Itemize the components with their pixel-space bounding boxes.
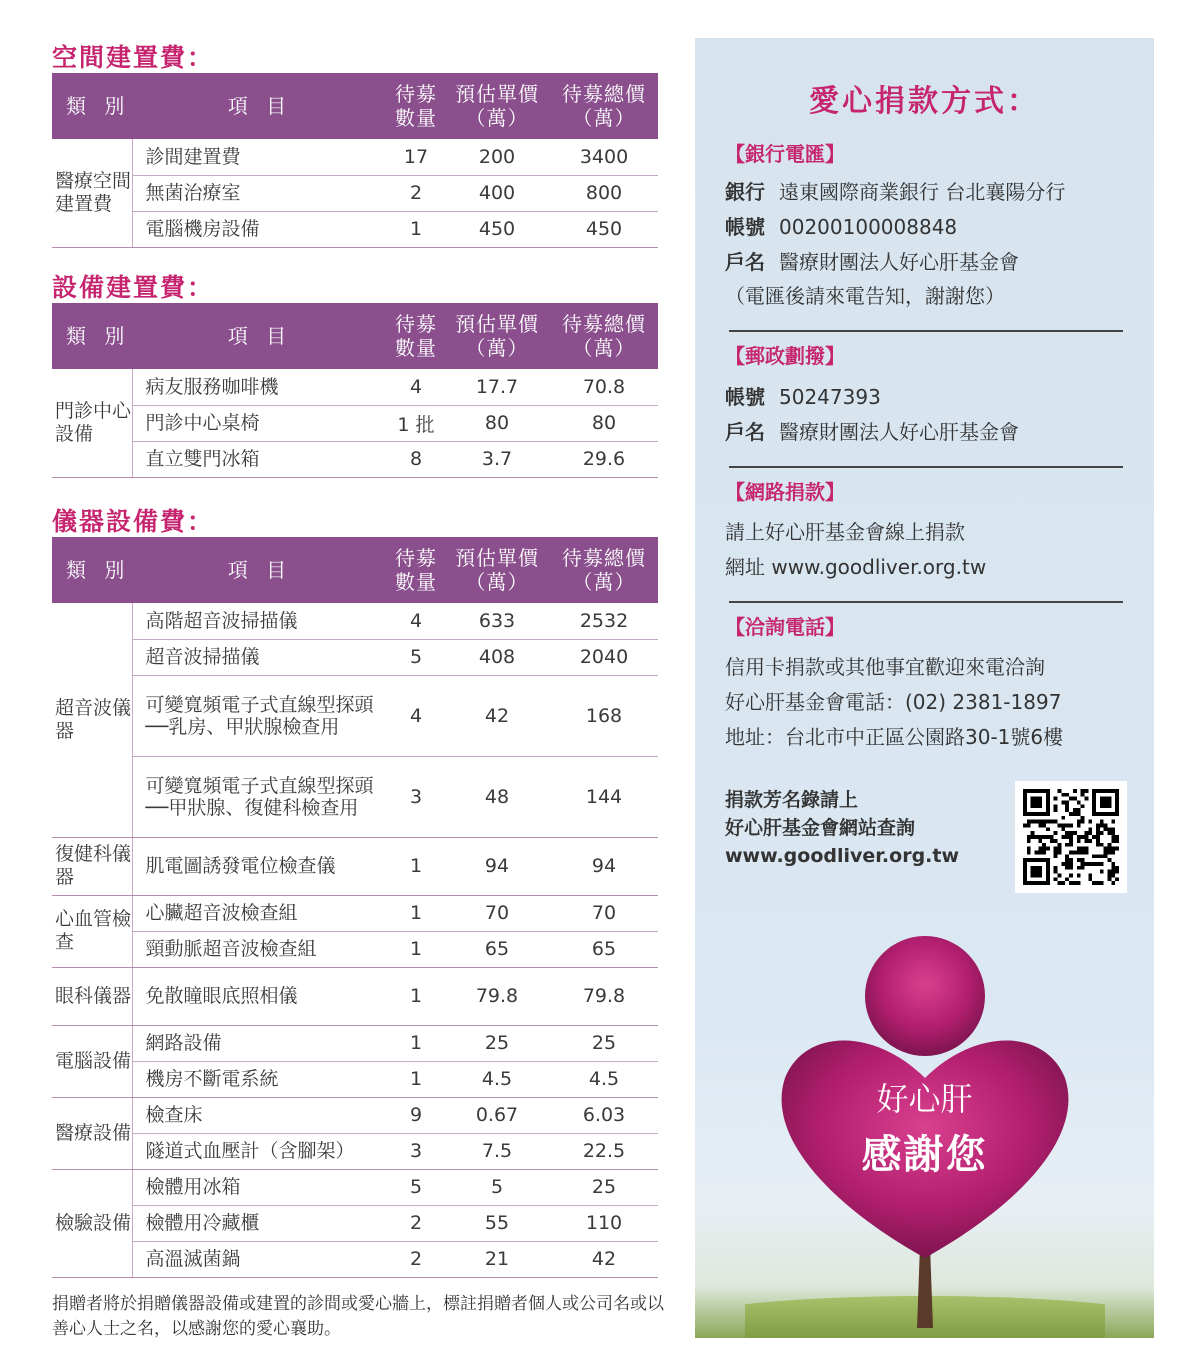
table-row	[52, 639, 658, 675]
item-cell: 檢查床	[132, 1097, 388, 1133]
total-price-cell: 2040	[550, 639, 658, 675]
table-row	[52, 1061, 658, 1097]
quantity-cell: 1	[388, 967, 444, 1025]
quantity-cell: 1	[388, 1025, 444, 1061]
total-price-cell: 22.5	[550, 1133, 658, 1169]
header-total-price	[550, 303, 658, 369]
bank-account-label: 帳號	[725, 215, 765, 239]
header-unit-price-text: （萬）	[465, 106, 529, 130]
table-row	[52, 211, 658, 247]
total-price-cell: 450	[550, 211, 658, 247]
donor-list-line: 好心肝基金會網站查詢	[725, 817, 916, 839]
header-quantity	[388, 303, 444, 369]
table-row	[52, 675, 658, 756]
bank-holder-value: 醫療財團法人好心肝基金會	[779, 250, 1019, 274]
phone-line: 好心肝基金會電話：(02) 2381-1897	[725, 690, 1062, 714]
quantity-cell: 1	[388, 1061, 444, 1097]
item-cell: 免散瞳眼底照相儀	[132, 967, 388, 1025]
bank-holder-line	[725, 246, 1019, 275]
donor-list-line: 捐款芳名錄請上	[725, 789, 859, 811]
unit-price-cell: 48	[444, 756, 550, 837]
unit-price-cell: 633	[444, 603, 550, 639]
category-cell: 電腦設備	[52, 1025, 132, 1097]
item-cell: 電腦機房設備	[132, 211, 388, 247]
total-price-cell: 144	[550, 756, 658, 837]
total-price-cell: 6.03	[550, 1097, 658, 1133]
header-total-price-text: （萬）	[572, 336, 636, 360]
table-row	[52, 1133, 658, 1169]
category-cell: 眼科儀器	[52, 967, 132, 1025]
item-cell: 病友服務咖啡機	[132, 369, 388, 405]
header-quantity	[388, 537, 444, 603]
table-row	[52, 756, 658, 837]
quantity-cell: 1	[388, 211, 444, 247]
item-cell: 網路設備	[132, 1025, 388, 1061]
header-unit-price-text: 預估單價	[455, 82, 539, 106]
section-title-space: 空間建置費：	[52, 43, 215, 72]
section-title-facility: 設備建置費：	[52, 273, 215, 302]
quantity-cell: 1 批	[388, 405, 444, 441]
online-donation-line: 請上好心肝基金會線上捐款	[725, 520, 965, 544]
header-category	[52, 73, 132, 139]
unit-price-cell: 70	[444, 895, 550, 931]
total-price-cell: 70	[550, 895, 658, 931]
unit-price-cell: 25	[444, 1025, 550, 1061]
item-cell: 檢體用冰箱	[132, 1169, 388, 1205]
item-cell: 可變寬頻電子式直線型探頭──甲狀腺、復健科檢查用	[132, 756, 388, 837]
quantity-cell: 9	[388, 1097, 444, 1133]
facility-construction-table	[52, 303, 658, 478]
unit-price-cell: 5	[444, 1169, 550, 1205]
panel-title: 愛心捐款方式：	[809, 84, 1040, 119]
inquiry-heading: 【洽詢電話】	[725, 615, 845, 639]
header-total-price-text: 待募總價	[562, 82, 646, 106]
unit-price-cell: 3.7	[444, 441, 550, 477]
header-quantity-text: 數量	[395, 106, 437, 130]
total-price-cell: 110	[550, 1205, 658, 1241]
space-construction-table	[52, 73, 658, 248]
quantity-cell: 8	[388, 441, 444, 477]
header-unit-price	[444, 73, 550, 139]
quantity-cell: 1	[388, 895, 444, 931]
bank-label: 銀行	[725, 180, 765, 204]
total-price-cell: 70.8	[550, 369, 658, 405]
address-line: 地址：台北市中正區公園路30-1號6樓	[725, 725, 1064, 749]
donor-list-info	[725, 786, 959, 870]
header-quantity-text: 數量	[395, 336, 437, 360]
item-cell: 頸動脈超音波檢查組	[132, 931, 388, 967]
total-price-cell: 25	[550, 1169, 658, 1205]
table-row	[52, 967, 658, 1025]
postal-account-value: 50247393	[779, 385, 881, 409]
bank-account-line	[725, 211, 957, 240]
unit-price-cell: 80	[444, 405, 550, 441]
header-quantity-text: 待募	[395, 546, 437, 570]
total-price-cell: 25	[550, 1025, 658, 1061]
header-quantity-text: 待募	[395, 82, 437, 106]
bank-transfer-note: （電匯後請來電告知，謝謝您）	[725, 284, 1005, 308]
item-cell: 機房不斷電系統	[132, 1061, 388, 1097]
bank-account-value: 00200100008848	[779, 215, 958, 239]
header-item-text: 項 目	[227, 324, 293, 348]
header-total-price	[550, 73, 658, 139]
category-cell: 超音波儀器	[52, 603, 132, 837]
item-cell: 高階超音波掃描儀	[132, 603, 388, 639]
table-row	[52, 441, 658, 477]
total-price-cell: 65	[550, 931, 658, 967]
total-price-cell: 168	[550, 675, 658, 756]
online-donation-url[interactable]: 網址 www.goodliver.org.tw	[725, 555, 987, 579]
quantity-cell: 3	[388, 756, 444, 837]
header-item-text: 項 目	[227, 94, 293, 118]
quantity-cell: 3	[388, 1133, 444, 1169]
unit-price-cell: 400	[444, 175, 550, 211]
divider	[729, 601, 1123, 603]
quantity-cell: 4	[388, 369, 444, 405]
postal-transfer-heading: 【郵政劃撥】	[725, 344, 845, 368]
header-category	[52, 537, 132, 603]
qr-code-icon[interactable]	[1015, 781, 1127, 893]
category-cell: 門診中心設備	[52, 369, 132, 477]
total-price-cell: 79.8	[550, 967, 658, 1025]
header-category-text: 類 別	[66, 94, 131, 118]
postal-account-label: 帳號	[725, 385, 765, 409]
unit-price-cell: 200	[444, 139, 550, 175]
header-category	[52, 303, 132, 369]
table-row	[52, 1241, 658, 1277]
quantity-cell: 5	[388, 1169, 444, 1205]
table-row	[52, 369, 658, 405]
table-row	[52, 1205, 658, 1241]
postal-holder-line	[725, 416, 1019, 445]
total-price-cell: 80	[550, 405, 658, 441]
table-row	[52, 175, 658, 211]
unit-price-cell: 42	[444, 675, 550, 756]
divider	[729, 330, 1123, 332]
quantity-cell: 4	[388, 675, 444, 756]
unit-price-cell: 21	[444, 1241, 550, 1277]
header-unit-price-text: （萬）	[465, 570, 529, 594]
header-item-text: 項 目	[227, 558, 293, 582]
table-row	[52, 837, 658, 895]
category-cell: 醫療空間建置費	[52, 139, 132, 247]
unit-price-cell: 450	[444, 211, 550, 247]
online-donation-heading: 【網路捐款】	[725, 480, 845, 504]
header-total-price-text: （萬）	[572, 106, 636, 130]
tree-text-thanks: 感謝您	[861, 1131, 988, 1178]
header-item	[132, 73, 388, 139]
header-total-price-text: （萬）	[572, 570, 636, 594]
header-quantity-text: 數量	[395, 570, 437, 594]
item-cell: 檢體用冷藏櫃	[132, 1205, 388, 1241]
item-cell: 肌電圖誘發電位檢查儀	[132, 837, 388, 895]
total-price-cell: 2532	[550, 603, 658, 639]
donor-list-url[interactable]: www.goodliver.org.tw	[725, 845, 960, 867]
item-cell: 門診中心桌椅	[132, 405, 388, 441]
total-price-cell: 94	[550, 837, 658, 895]
table-row	[52, 405, 658, 441]
header-total-price-text: 待募總價	[562, 312, 646, 336]
item-cell: 高溫滅菌鍋	[132, 1241, 388, 1277]
inquiry-line: 信用卡捐款或其他事宜歡迎來電洽詢	[725, 655, 1045, 679]
donor-recognition-note: 捐贈者將於捐贈儀器設備或建置的診間或愛心牆上，標註捐贈者個人或公司名或以善心人士之名，以感謝您的愛心襄助。	[52, 1294, 664, 1339]
postal-holder-value: 醫療財團法人好心肝基金會	[779, 420, 1019, 444]
header-unit-price	[444, 303, 550, 369]
quantity-cell: 5	[388, 639, 444, 675]
unit-price-cell: 7.5	[444, 1133, 550, 1169]
total-price-cell: 4.5	[550, 1061, 658, 1097]
total-price-cell: 800	[550, 175, 658, 211]
item-cell: 無菌治療室	[132, 175, 388, 211]
unit-price-cell: 55	[444, 1205, 550, 1241]
header-total-price	[550, 537, 658, 603]
quantity-cell: 2	[388, 1241, 444, 1277]
quantity-cell: 2	[388, 175, 444, 211]
bank-holder-label: 戶名	[725, 250, 765, 274]
item-cell: 心臟超音波檢查組	[132, 895, 388, 931]
header-item	[132, 537, 388, 603]
total-price-cell: 29.6	[550, 441, 658, 477]
bank-value: 遠東國際商業銀行 台北襄陽分行	[779, 180, 1066, 204]
table-row	[52, 931, 658, 967]
table-row	[52, 1097, 658, 1133]
tree-text-goodliver: 好心肝	[876, 1080, 973, 1118]
unit-price-cell: 408	[444, 639, 550, 675]
section-title-equipment: 儀器設備費：	[52, 507, 215, 536]
header-quantity	[388, 73, 444, 139]
quantity-cell: 2	[388, 1205, 444, 1241]
unit-price-cell: 4.5	[444, 1061, 550, 1097]
header-unit-price	[444, 537, 550, 603]
category-cell: 檢驗設備	[52, 1169, 132, 1277]
unit-price-cell: 17.7	[444, 369, 550, 405]
table-row	[52, 1025, 658, 1061]
donation-panel	[695, 38, 1154, 1338]
item-cell: 隧道式血壓計（含腳架）	[132, 1133, 388, 1169]
header-unit-price-text: （萬）	[465, 336, 529, 360]
equipment-table	[52, 537, 658, 1278]
postal-holder-label: 戶名	[725, 420, 765, 444]
table-row	[52, 895, 658, 931]
bank-name-line	[725, 176, 1065, 205]
quantity-cell: 1	[388, 931, 444, 967]
item-cell: 可變寬頻電子式直線型探頭──乳房、甲狀腺檢查用	[132, 675, 388, 756]
unit-price-cell: 79.8	[444, 967, 550, 1025]
postal-account-line	[725, 381, 881, 410]
total-price-cell: 42	[550, 1241, 658, 1277]
item-cell: 診間建置費	[132, 139, 388, 175]
category-cell: 復健科儀器	[52, 837, 132, 895]
header-item	[132, 303, 388, 369]
total-price-cell: 3400	[550, 139, 658, 175]
unit-price-cell: 94	[444, 837, 550, 895]
table-row	[52, 603, 658, 639]
quantity-cell: 1	[388, 837, 444, 895]
quantity-cell: 17	[388, 139, 444, 175]
item-cell: 直立雙門冰箱	[132, 441, 388, 477]
header-category-text: 類 別	[66, 324, 131, 348]
header-unit-price-text: 預估單價	[455, 546, 539, 570]
category-cell: 醫療設備	[52, 1097, 132, 1169]
unit-price-cell: 65	[444, 931, 550, 967]
divider	[729, 466, 1123, 468]
bank-transfer-heading: 【銀行電匯】	[725, 142, 845, 166]
quantity-cell: 4	[388, 603, 444, 639]
category-cell: 心血管檢查	[52, 895, 132, 967]
header-unit-price-text: 預估單價	[455, 312, 539, 336]
table-row	[52, 1169, 658, 1205]
header-quantity-text: 待募	[395, 312, 437, 336]
table-row	[52, 139, 658, 175]
unit-price-cell: 0.67	[444, 1097, 550, 1133]
item-cell: 超音波掃描儀	[132, 639, 388, 675]
header-category-text: 類 別	[66, 558, 131, 582]
header-total-price-text: 待募總價	[562, 546, 646, 570]
